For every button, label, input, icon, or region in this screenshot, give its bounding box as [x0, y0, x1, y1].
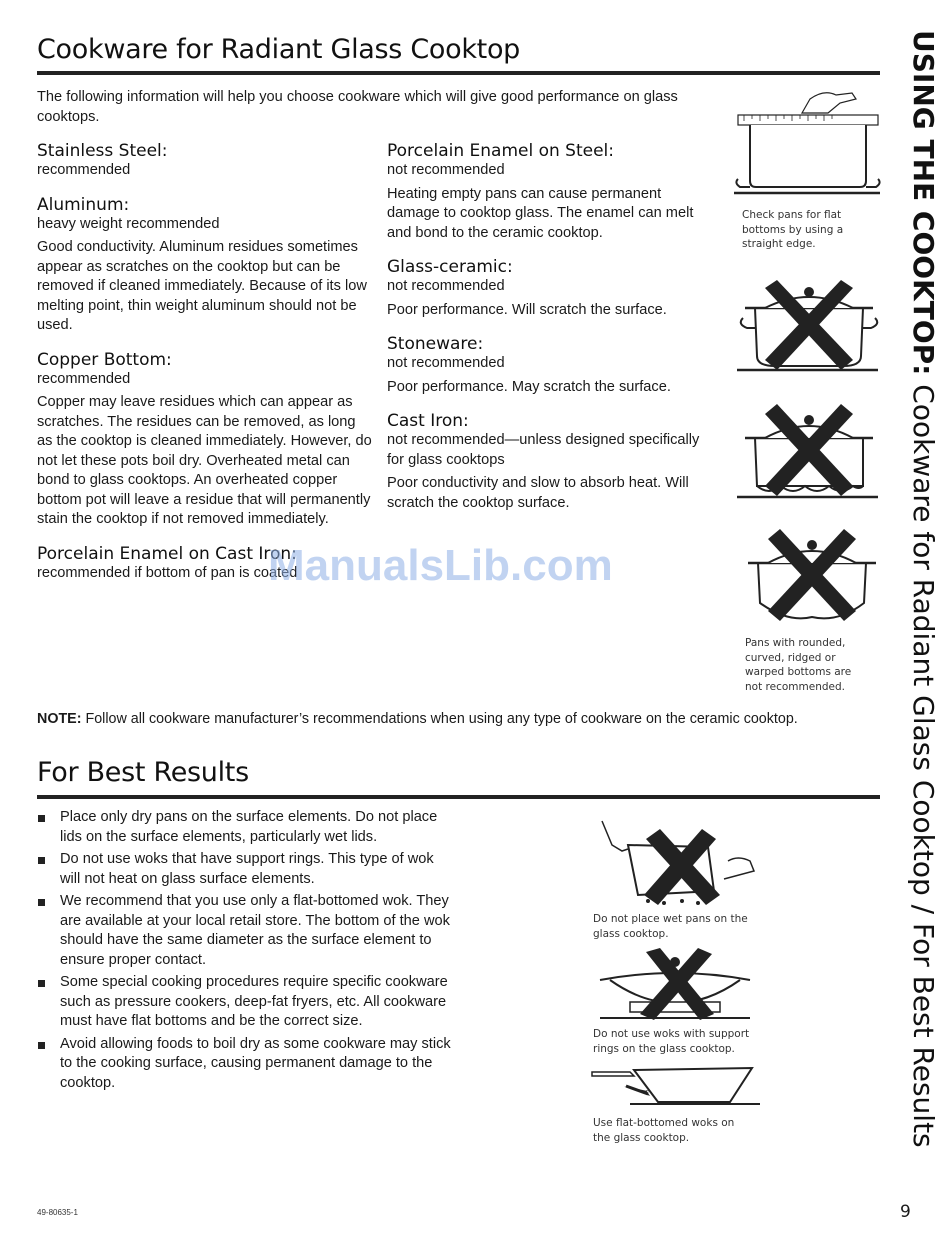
- list-item: Some special cooking procedures require specific cookware such as pressure cookers, deep-fat fryers, etc. All cookware must have flat bottoms and be the correct size.: [37, 973, 457, 1032]
- doc-code: 49-80635-1: [37, 1208, 78, 1217]
- note: [37, 710, 887, 730]
- recommendation: heavy weight recommended: [37, 215, 220, 232]
- description: Poor conductivity and slow to absorb heat. Will scratch the cooktop surface.: [387, 475, 689, 511]
- heading: Stoneware:: [387, 334, 484, 354]
- heading: Glass-ceramic:: [387, 257, 513, 277]
- flat-wok-illustration: [590, 1062, 760, 1110]
- side-tab-text: [907, 30, 940, 1148]
- caption-rounded: Pans with rounded, curved, ridged or warped bottoms are not recommended.: [745, 637, 852, 693]
- caption-wet: Do not place wet pans on the glass cooktop.: [593, 913, 748, 940]
- recommendation: not recommended: [387, 278, 505, 294]
- recommendation: not recommended: [387, 355, 505, 371]
- side-tab-normal: Cookware for Radiant Glass Cooktop / For Best Results: [907, 375, 940, 1148]
- caption-flat: Check pans for flat bottoms by using a straight edge.: [742, 209, 844, 250]
- watermark: ManualsLib.com: [268, 541, 613, 590]
- description: Copper may leave residues which can appear as scratches. The residues can be removed, as long as the cooktop is cleaned immediately. However, do not let these pots boil dry. Overheated metal can bond to glass cooktops. An overheated copper bottom pot will leave a residue that will permanently stain the cooktop if not removed immediately.: [37, 394, 372, 527]
- wok-ring-illustration: [590, 948, 760, 1028]
- intro-text: The following information will help you choose cookware which will give good performance on glass cooktops.: [37, 89, 678, 125]
- section-title: For Best Results: [37, 757, 249, 788]
- recommendation: recommended: [37, 370, 131, 387]
- description: Poor performance. Will scratch the surface.: [387, 301, 667, 318]
- list-item: Do not use woks that have support rings. This type of wok will not heat on glass surface elements.: [37, 850, 457, 889]
- right-column: [387, 141, 717, 513]
- recommendation: not recommended: [387, 162, 505, 178]
- heading: Porcelain Enamel on Cast Iron:: [37, 543, 297, 564]
- heading: Aluminum:: [37, 194, 130, 215]
- list-item: Place only dry pans on the surface elements. Do not place lids on the surface elements, particularly wet lids.: [37, 808, 457, 847]
- material-stoneware: [387, 334, 717, 397]
- heading: Stainless Steel:: [37, 141, 168, 161]
- caption-woks: Do not use woks with support rings on the glass cooktop.: [593, 1028, 750, 1055]
- page-number: 9: [900, 1202, 911, 1222]
- list-item: We recommend that you use only a flat-bottomed wok. They are available at your local retail store. The bottom of the wok should have the same diameter as the surface element to ensure proper contact.: [37, 892, 457, 970]
- description: Poor performance. May scratch the surface.: [387, 378, 671, 395]
- material-cast-iron: [387, 411, 717, 513]
- section-rule: [37, 795, 880, 799]
- material-glass-ceramic: [387, 257, 717, 320]
- rounded-pan-3-illustration: [738, 525, 883, 630]
- rounded-pan-1-illustration: [735, 278, 880, 378]
- material-porcelain-steel: [387, 141, 717, 243]
- material-stainless: [37, 141, 372, 181]
- heading: Cast Iron:: [387, 411, 469, 431]
- description: Good conductivity. Aluminum residues sometimes appear as scratches on the cooktop but can be removed if cleaned immediately. Because of its low melting point, thin weight aluminum should not be used.: [37, 239, 367, 333]
- straight-edge-illustration: [732, 85, 882, 205]
- note-label: NOTE:: [37, 711, 82, 727]
- heading: Porcelain Enamel on Steel:: [387, 141, 614, 161]
- side-tab: [900, 30, 942, 1148]
- recommendation: recommended: [37, 162, 131, 178]
- list-item: Avoid allowing foods to boil dry as some cookware may stick to the cooking surface, causing permanent damage to the cooktop.: [37, 1035, 457, 1094]
- heading: Copper Bottom:: [37, 349, 172, 370]
- title-rule: [37, 71, 880, 75]
- best-results-list: [37, 808, 457, 1096]
- page-title: Cookware for Radiant Glass Cooktop: [37, 34, 520, 65]
- wet-pan-illustration: [598, 815, 758, 910]
- material-aluminum: [37, 195, 372, 336]
- recommendation: recommended if bottom of pan is coated: [37, 564, 298, 581]
- rounded-pan-2-illustration: [735, 400, 880, 505]
- caption-flatwok: Use flat-bottomed woks on the glass cooktop.: [593, 1117, 735, 1144]
- left-column: [37, 141, 372, 583]
- recommendation: not recommended—unless designed specifically for glass cooktops: [387, 432, 700, 468]
- material-copper: [37, 350, 372, 530]
- description: Heating empty pans can cause permanent damage to cooktop glass. The enamel can melt and bond to the ceramic cooktop.: [387, 185, 694, 241]
- note-text: Follow all cookware manufacturer’s recommendations when using any type of cookware on the ceramic cooktop.: [85, 711, 798, 727]
- side-tab-bold: USING THE COOKTOP:: [907, 30, 940, 376]
